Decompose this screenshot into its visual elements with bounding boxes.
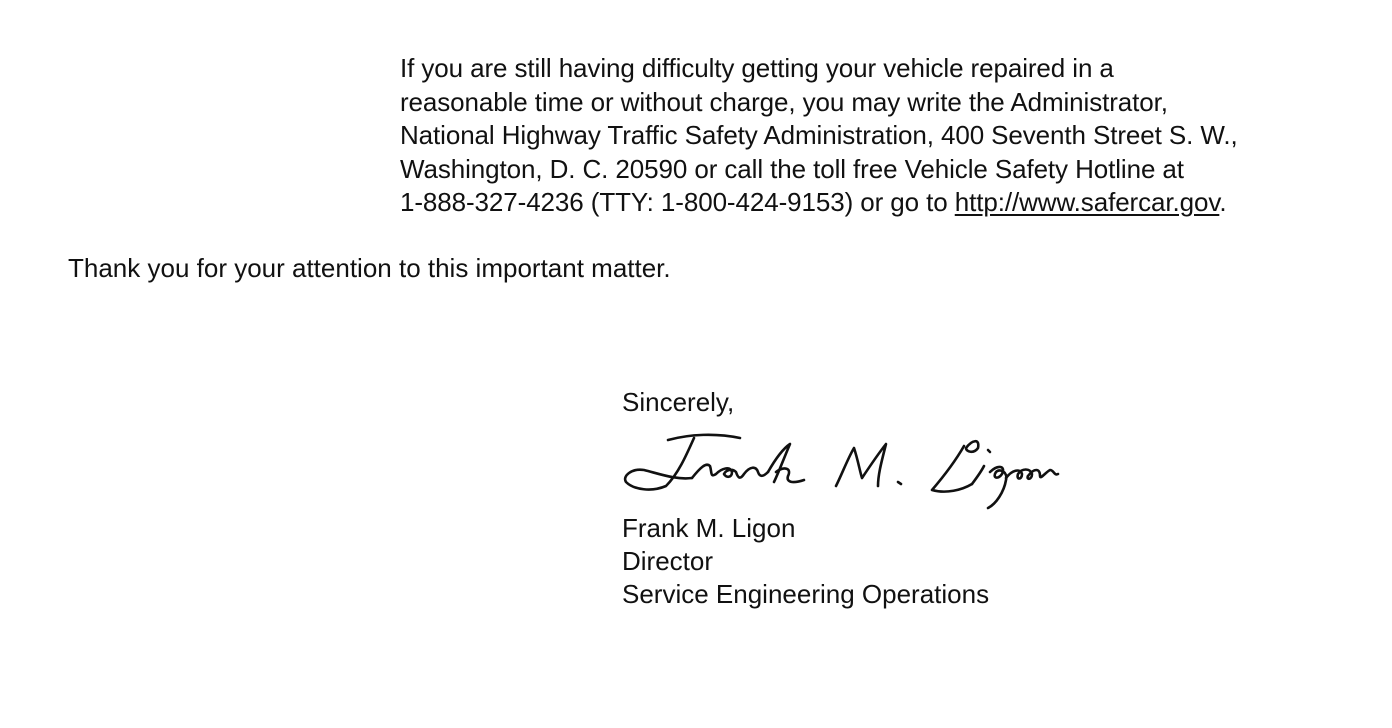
paragraph-last-line: [400, 186, 1360, 220]
phone-numbers-text: 1-888-327-4236 (TTY: 1-800-424-9153) or go to: [400, 187, 955, 217]
paragraph-line: If you are still having difficulty getting your vehicle repaired in a: [400, 53, 1114, 83]
thank-you-line: Thank you for your attention to this important matter.: [68, 253, 671, 283]
paragraph-line: reasonable time or without charge, you may write the Administrator,: [400, 86, 1168, 117]
signer-department: Service Engineering Operations: [622, 579, 990, 609]
closing-salutation: Sincerely,: [622, 387, 735, 417]
handwritten-signature: [620, 428, 1060, 513]
sentence-period: .: [1219, 187, 1227, 217]
signer-name: Frank M. Ligon: [622, 513, 796, 543]
signature-block: [622, 512, 989, 611]
paragraph-line: National Highway Traffic Safety Administration, 400 Seventh Street S. W.,: [400, 120, 1238, 150]
safercar-link[interactable]: http://www.safercar.gov: [954, 187, 1220, 217]
nhtsa-contact-paragraph: [400, 52, 1360, 220]
paragraph-line: Washington, D. C. 20590 or call the toll free Vehicle Safety Hotline at: [400, 153, 1184, 184]
signer-title: Director: [622, 546, 714, 576]
